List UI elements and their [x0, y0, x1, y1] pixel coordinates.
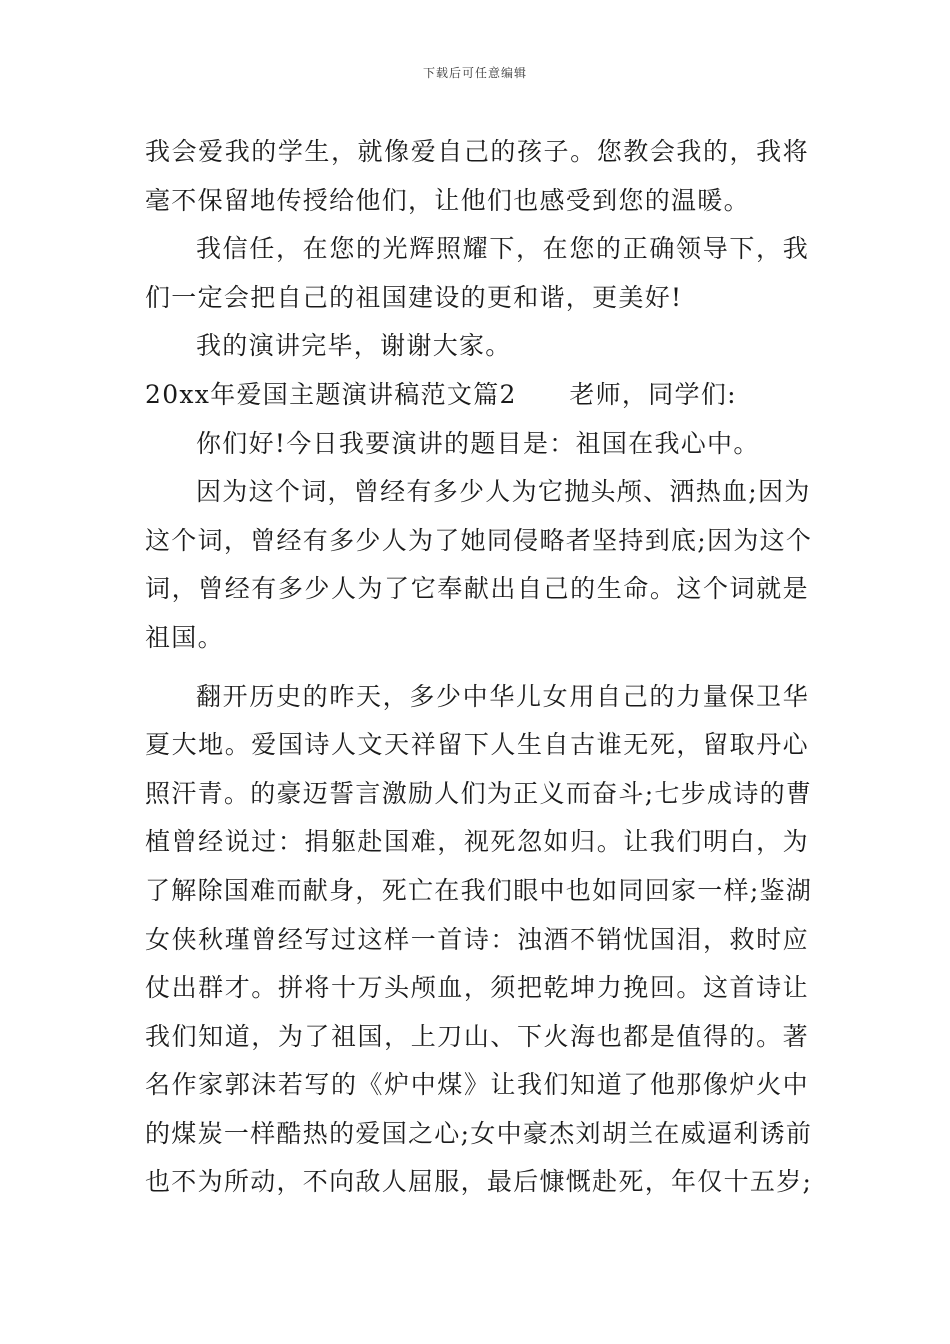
text-line: 们一定会把自己的祖国建设的更和谐，更美好!	[145, 282, 683, 312]
text-line: 这个词，曾经有多少人为了她同侵略者坚持到底;因为这个	[145, 525, 813, 555]
text-line: 我的演讲完毕，谢谢大家。	[196, 331, 512, 361]
text-line: 因为这个词，曾经有多少人为它抛头颅、洒热血;因为	[196, 477, 811, 507]
text-line: 照汗青。的豪迈誓言激励人们为正义而奋斗;七步成诗的曹	[145, 778, 813, 808]
text-line: 的煤炭一样酷热的爱国之心;女中豪杰刘胡兰在威逼利诱前	[145, 1118, 813, 1148]
section-title-line: 20xx年爱国主题演讲稿范文篇2 老师，同学们:	[145, 379, 737, 409]
text-line: 夏大地。爱国诗人文天祥留下人生自古谁无死，留取丹心	[145, 730, 809, 760]
text-line: 仗出群才。拼将十万头颅血，须把乾坤力挽回。这首诗让	[145, 973, 809, 1003]
text-line: 我们知道，为了祖国，上刀山、下火海也都是值得的。著	[145, 1021, 809, 1051]
text-line: 你们好!今日我要演讲的题目是：祖国在我心中。	[196, 428, 760, 458]
text-line: 了解除国难而献身，死亡在我们眼中也如同回家一样;鉴湖	[145, 875, 813, 905]
text-line: 词，曾经有多少人为了它奉献出自己的生命。这个词就是	[145, 574, 809, 604]
text-line: 名作家郭沫若写的《炉中煤》让我们知道了他那像炉火中	[145, 1070, 809, 1100]
text-line: 我会爱我的学生，就像爱自己的孩子。您教会我的，我将	[145, 137, 809, 166]
text-line: 植曾经说过：捐躯赴国难，视死忽如归。让我们明白，为	[145, 827, 809, 857]
text-line: 祖国。	[145, 622, 224, 652]
paragraph-gap	[145, 663, 809, 673]
text-line: 也不为所动，不向敌人屈服，最后慷慨赴死，年仅十五岁;	[145, 1167, 813, 1197]
page-header-note: 下载后可任意编辑	[422, 66, 527, 80]
text-line: 毫不保留地传授给他们，让他们也感受到您的温暖。	[145, 185, 750, 215]
text-line: 女侠秋瑾曾经写过这样一首诗：浊酒不销忧国泪，救时应	[145, 924, 809, 954]
text-line: 我信任，在您的光辉照耀下，在您的正确领导下，我	[196, 234, 809, 264]
text-line: 翻开历史的昨天，多少中华儿女用自己的力量保卫华	[196, 681, 809, 711]
document-body	[145, 128, 813, 1207]
